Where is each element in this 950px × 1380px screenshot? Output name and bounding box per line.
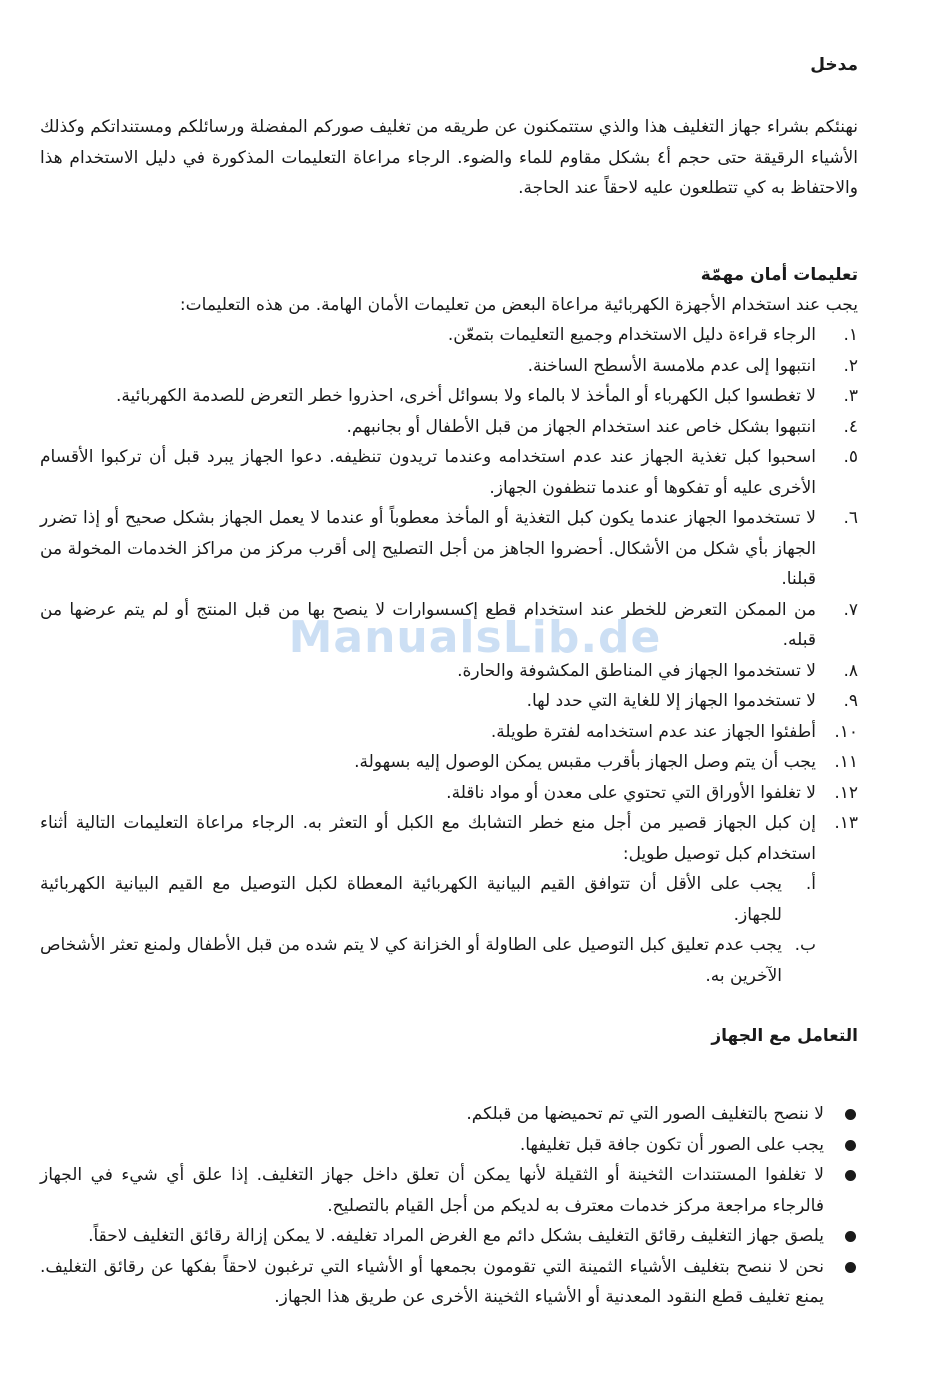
- bullet-icon: [845, 1170, 856, 1181]
- bullet-icon: [845, 1109, 856, 1120]
- bullet-icon: [845, 1231, 856, 1242]
- safety-sub-item: [40, 930, 858, 991]
- safety-item: [40, 717, 858, 748]
- safety-lead: يجب عند استخدام الأجهزة الكهربائية مراعاة البعض من تعليمات الأمان الهامة. من هذه التعليمات:: [179, 294, 858, 315]
- safety-item-text: لا تستخدموا الجهاز في المناطق المكشوفة والحارة.: [457, 660, 816, 681]
- intro-heading: مدخل: [810, 55, 858, 75]
- handling-item: [40, 1160, 858, 1221]
- intro-paragraph: نهنئكم بشراء جهاز التغليف هذا والذي ستتمكنون عن طريقه من تغليف صوركم المفضلة ورسائلكم ومستنداتكم وكذلك الأشياء الرقيقة حتى حجم أ٤ بشكل مقاوم للماء والضوء. الرجاء مراعاة التعليمات المذكورة في دليل الاستخدام هذا والاحتفاظ به كي تتطلعون عليه لاحقاً عند الحاجة.: [40, 117, 858, 198]
- handling-list: [40, 1099, 858, 1313]
- safety-item-number: ٨.: [843, 660, 858, 681]
- handling-item: [40, 1099, 858, 1130]
- safety-item: [40, 808, 858, 869]
- safety-item-number: ٤.: [843, 416, 858, 437]
- safety-item-number: ١١.: [834, 752, 858, 772]
- handling-item: [40, 1221, 858, 1252]
- safety-item-text: انتبهوا بشكل خاص عند استخدام الجهاز من قبل الأطفال أو بجانبهم.: [346, 416, 816, 437]
- safety-sub-item-letter: ب.: [794, 935, 816, 955]
- safety-item-text: لا تغطسوا كبل الكهرباء أو المأخذ لا بالماء ولا بسوائل أخرى، احذروا خطر التعرض للصدمة الكهربائية.: [116, 386, 816, 406]
- watermark: ManualsLib.de: [288, 612, 662, 663]
- safety-sub-item-letter: أ.: [805, 874, 816, 894]
- safety-item: [40, 656, 858, 687]
- safety-item-number: ٩.: [843, 691, 858, 711]
- safety-item: [40, 503, 858, 595]
- safety-item-text: أطفئوا الجهاز عند عدم استخدامه لفترة طويلة.: [490, 721, 816, 742]
- safety-sub-item-text: يجب عدم تعليق كبل التوصيل على الطاولة أو الخزانة كي لا يتم شده من قبل الأطفال ولمنع تعثر الأشخاص الآخرين به.: [40, 935, 782, 986]
- handling-item: [40, 1130, 858, 1161]
- safety-sub-list: [40, 869, 858, 991]
- safety-item-number: ٣.: [843, 386, 858, 406]
- safety-list: [40, 320, 858, 869]
- safety-item: [40, 412, 858, 443]
- safety-item-text: الرجاء قراءة دليل الاستخدام وجميع التعليمات بتمعّن.: [447, 325, 816, 345]
- handling-item: [40, 1252, 858, 1313]
- safety-item-number: ٢.: [843, 355, 858, 376]
- handling-item-text: لا ننصح بالتغليف الصور التي تم تحميضها من قبلكم.: [466, 1104, 824, 1124]
- handling-item-text: يجب على الصور أن تكون جافة قبل تغليفها.: [519, 1134, 824, 1155]
- safety-sub-item-text: يجب على الأقل أن تتوافق القيم البيانية الكهربائية المعطاة لكبل التوصيل مع القيم البيانية الكهربائية للجهاز.: [40, 874, 782, 925]
- handling-item-text: لا تغلفوا المستندات الثخينة أو الثقيلة لأنها يمكن أن تعلق داخل جهاز التغليف. إذا علق أي شيء في الجهاز فالرجاء مراجعة مركز خدمات معترف به لديكم من أجل القيام بالتصليح.: [40, 1165, 824, 1216]
- safety-item-number: ٦.: [843, 508, 858, 528]
- safety-item: [40, 442, 858, 503]
- safety-sub-item: [40, 869, 858, 930]
- safety-item: [40, 351, 858, 382]
- safety-item-number: ١٢.: [834, 782, 858, 803]
- safety-item: [40, 320, 858, 351]
- document-page: [40, 50, 858, 1313]
- safety-item-number: ١.: [843, 325, 858, 345]
- safety-item: [40, 381, 858, 412]
- bullet-icon: [845, 1140, 856, 1151]
- safety-item: [40, 595, 858, 656]
- safety-item: [40, 686, 858, 717]
- safety-item-number: ١٠.: [834, 721, 858, 742]
- safety-item-number: ١٣.: [834, 813, 858, 833]
- bullet-icon: [845, 1262, 856, 1273]
- handling-heading: التعامل مع الجهاز: [711, 1026, 858, 1046]
- safety-item-text: يجب أن يتم وصل الجهاز بأقرب مقبس يمكن الوصول إليه بسهولة.: [354, 752, 816, 772]
- safety-item-text: لا تستخدموا الجهاز إلا للغاية التي حدد لها.: [526, 691, 816, 711]
- handling-item-text: نحن لا ننصح بتغليف الأشياء الثمينة التي تقومون بجمعها أو الأشياء التي ترغبون لاحقاً بفكها عن رقائق التغليف. يمنع تغليف قطع النقود المعدنية أو الأشياء الثخينة الأخرى عن طريق هذا الجهاز.: [40, 1256, 824, 1307]
- safety-item-number: ٧.: [843, 599, 858, 620]
- safety-item-text: اسحبوا كبل تغذية الجهاز عند عدم استخدامه وعندما تريدون تنظيفه. دعوا الجهاز يبرد قبل أن تركبوا الأقسام الأخرى عليه أو تفكوها أو عندما تنظفون الجهاز.: [40, 447, 816, 498]
- safety-item: [40, 778, 858, 809]
- safety-item-text: من الممكن التعرض للخطر عند استخدام قطع إكسسوارات لا ينصح بها من قبل المنتج أو لم يتم عرضها من قبله.: [40, 599, 816, 650]
- safety-item-text: إن كبل الجهاز قصير من أجل منع خطر التشابك مع الكبل أو التعثر به. الرجاء مراعاة التعليمات التالية أثناء استخدام كبل توصيل طويل:: [40, 813, 816, 864]
- safety-item-text: لا تستخدموا الجهاز عندما يكون كبل التغذية أو المأخذ معطوباً أو عندما لا يعمل الجهاز بشكل صحيح أو إذا تضرر الجهاز بأي شكل من الأشكال. أحضروا الجاهز من أجل التصليح إلى أقرب مركز من مراكز الخدمات المخولة من قبلنا.: [40, 508, 816, 589]
- handling-item-text: يلصق جهاز التغليف رقائق التغليف بشكل دائم مع الغرض المراد تغليفه. لا يمكن إزالة رقائق التغليف لاحقاً.: [88, 1226, 824, 1246]
- safety-item-text: لا تغلفوا الأوراق التي تحتوي على معدن أو مواد ناقلة.: [446, 782, 816, 803]
- safety-item-text: انتبهوا إلى عدم ملامسة الأسطح الساخنة.: [527, 355, 816, 376]
- safety-item-number: ٥.: [843, 447, 858, 467]
- safety-heading: تعليمات أمان مهمّة: [700, 264, 858, 285]
- safety-item: [40, 747, 858, 778]
